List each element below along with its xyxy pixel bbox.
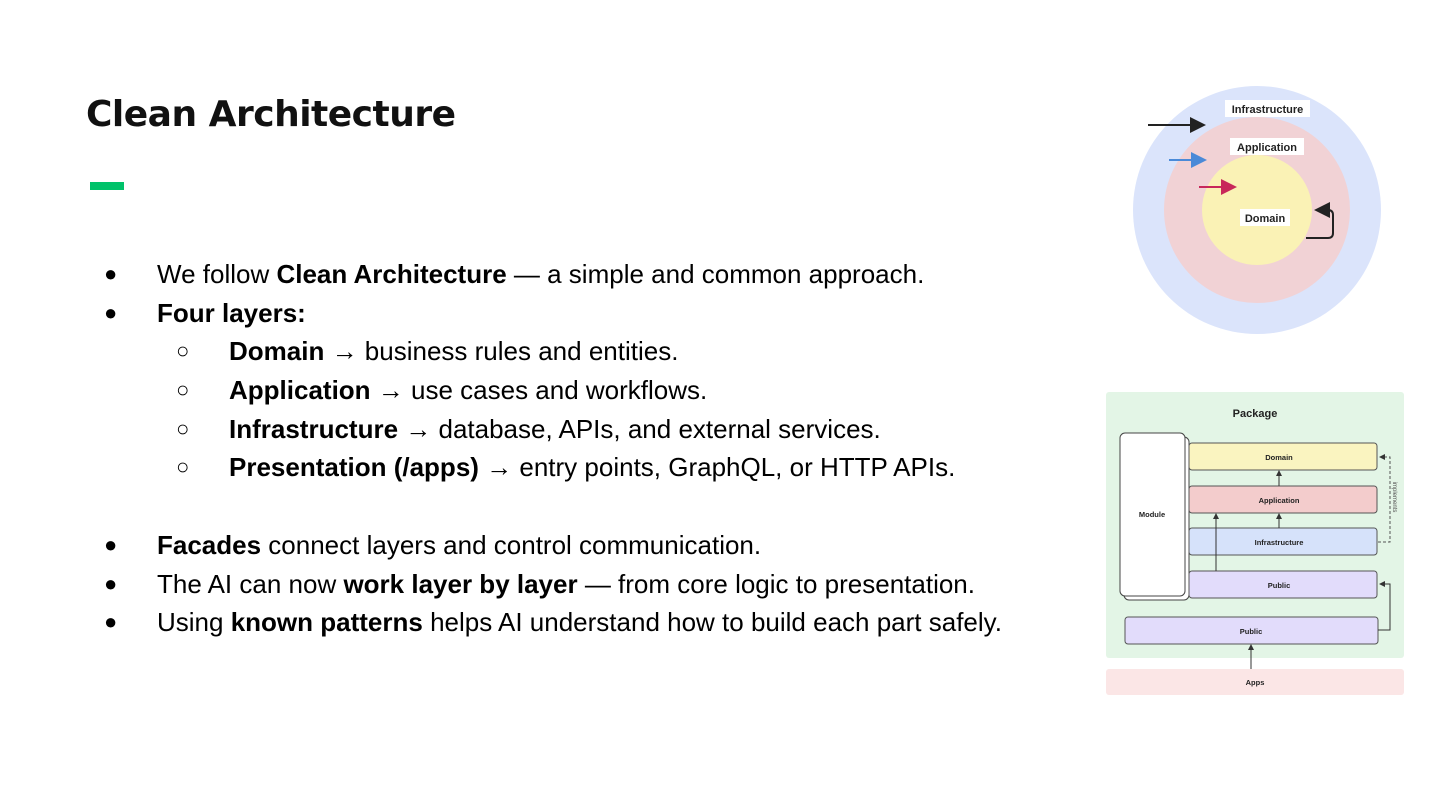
sub-bullet-item bbox=[100, 371, 1090, 410]
bullet-bold: Clean Architecture bbox=[276, 259, 507, 289]
sub-bullet-bold: Presentation (/apps) bbox=[229, 452, 479, 483]
public-outer-label: Public bbox=[1239, 627, 1263, 636]
bullet-bold: known patterns bbox=[230, 607, 423, 638]
bullet-mark: ● bbox=[104, 299, 118, 325]
bullet-list bbox=[100, 255, 1090, 642]
sub-bullet-text: → use cases and workflows. bbox=[370, 375, 708, 406]
bullet-item bbox=[100, 603, 1090, 642]
bullet-text: helps AI understand how to build each part safely. bbox=[422, 607, 1002, 638]
public-inner-label: Public bbox=[1267, 581, 1291, 590]
package-title: Package bbox=[1232, 408, 1278, 420]
sub-bullet-item bbox=[100, 332, 1090, 371]
application-box-label: Application bbox=[1258, 496, 1300, 505]
bullet-text: — a simple and common approach. bbox=[506, 259, 925, 289]
infrastructure-box-label: Infrastructure bbox=[1254, 538, 1304, 547]
sub-bullet-item bbox=[100, 410, 1090, 449]
sub-bullet-mark: ○ bbox=[176, 377, 190, 403]
bullet-text: We follow bbox=[157, 259, 277, 289]
sub-bullet-text: → business rules and entities. bbox=[324, 336, 679, 367]
bullet-mark: ● bbox=[104, 570, 118, 596]
onion-diagram bbox=[1120, 80, 1400, 340]
package-diagram bbox=[1100, 385, 1410, 705]
sub-bullet-bold: Application bbox=[229, 375, 371, 406]
bullet-mark: ● bbox=[104, 531, 118, 557]
sub-bullet-bold: Infrastructure bbox=[229, 413, 399, 444]
title-accent-bar bbox=[90, 182, 124, 190]
sub-bullet-item bbox=[100, 448, 1090, 487]
bullet-item bbox=[100, 526, 1090, 565]
bullet-gap bbox=[100, 487, 1090, 526]
bullet-text: The AI can now bbox=[157, 568, 344, 599]
domain-label: Domain bbox=[1244, 213, 1286, 225]
sub-bullet-mark: ○ bbox=[176, 415, 190, 441]
sub-bullet-bold: Domain bbox=[229, 336, 325, 367]
application-label: Application bbox=[1237, 142, 1297, 154]
sub-bullet-mark: ○ bbox=[176, 454, 190, 480]
sub-bullet-text: → entry points, GraphQL, or HTTP APIs. bbox=[478, 452, 956, 483]
bullet-text: connect layers and control communication. bbox=[261, 529, 762, 560]
bullet-mark: ● bbox=[104, 261, 118, 286]
bullet-bold: work layer by layer bbox=[343, 568, 578, 599]
sub-bullet-mark: ○ bbox=[176, 338, 190, 364]
sub-bullet-text: → database, APIs, and external services. bbox=[398, 413, 881, 444]
apps-label: Apps bbox=[1245, 678, 1265, 687]
bullet-item bbox=[100, 565, 1090, 604]
bullet-bold: Facades bbox=[157, 529, 262, 560]
bullet-bold: Four layers: bbox=[157, 297, 306, 328]
bullet-text: — from core logic to presentation. bbox=[577, 568, 975, 599]
bullet-item bbox=[100, 255, 1090, 294]
domain-box-label: Domain bbox=[1265, 453, 1293, 462]
bullet-text: Using bbox=[157, 607, 231, 638]
bullet-item bbox=[100, 294, 1090, 333]
slide-title: Clean Architecture bbox=[86, 94, 456, 135]
infrastructure-label: Infrastructure bbox=[1231, 104, 1304, 116]
bullet-mark: ● bbox=[104, 609, 118, 635]
implements-label: implements bbox=[1391, 481, 1397, 513]
module-label: Module bbox=[1138, 510, 1166, 519]
